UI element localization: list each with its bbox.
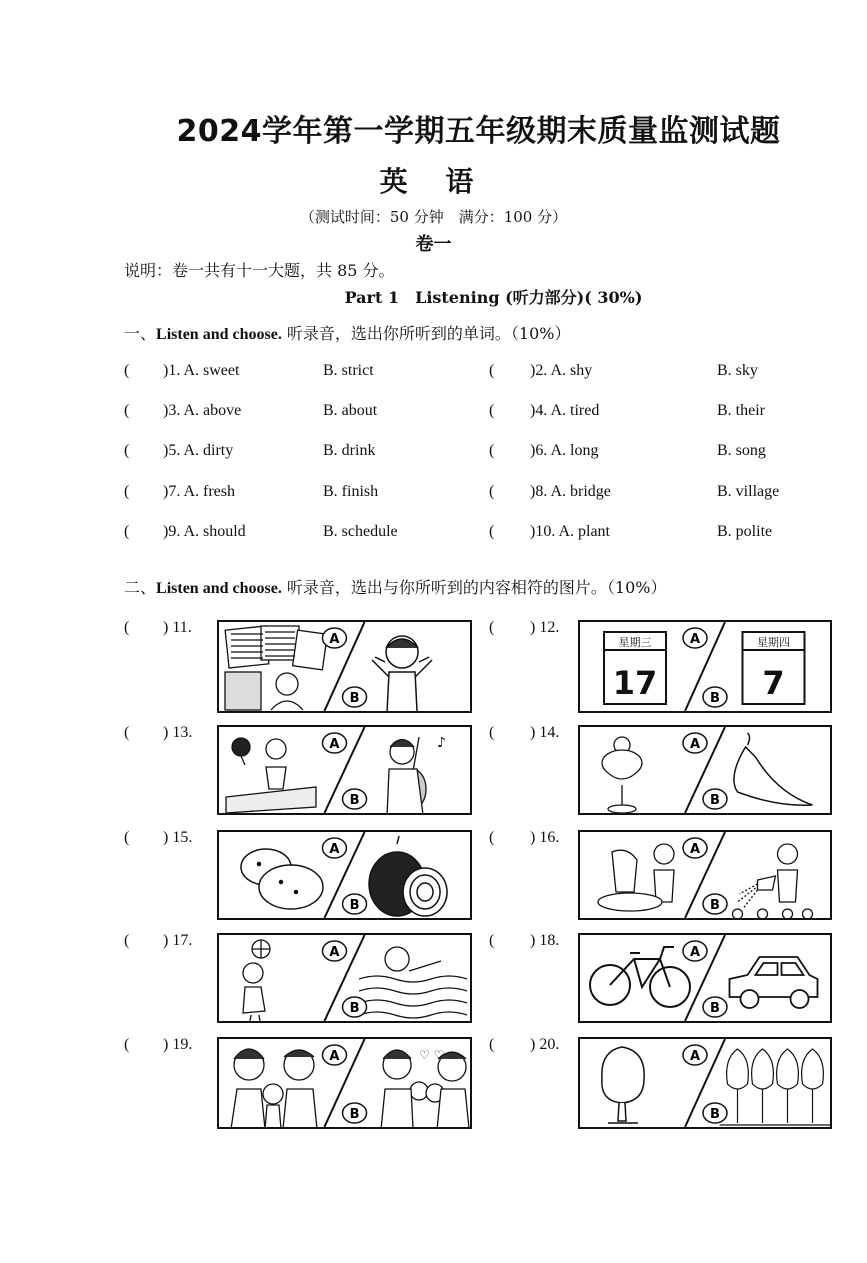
answer-paren-close: ): [530, 932, 536, 949]
question-number: 6.: [535, 442, 548, 459]
svg-text:A: A: [329, 1049, 340, 1064]
answer-paren-close: ): [530, 724, 536, 741]
option-b: B. finish: [323, 483, 379, 500]
section2-num: 二、: [124, 578, 157, 597]
answer-blank[interactable]: [163, 402, 241, 420]
car-icon[interactable]: [730, 957, 818, 1008]
option-b: B. schedule: [323, 523, 398, 540]
calendar-wednesday-icon[interactable]: [604, 632, 666, 704]
part-title: Part 1 Listening (听力部分)( 30%): [344, 288, 643, 307]
answer-blank[interactable]: [163, 442, 233, 460]
section2-title-en: Listen and choose.: [156, 580, 282, 597]
option-a-marker[interactable]: [322, 941, 346, 961]
section2-title-cn: 听录音，选出与你所听到的内容相符的图片。（10%）: [281, 578, 667, 597]
answer-blank[interactable]: [163, 523, 246, 541]
answer-paren-open: (: [124, 932, 130, 949]
option-a: A. dirty: [183, 442, 234, 459]
option-b: B. about: [323, 402, 378, 419]
svg-text:B: B: [349, 793, 360, 808]
chili-pepper-icon[interactable]: [734, 733, 813, 805]
question-number: 3.: [168, 402, 181, 419]
option-a: A. shy: [550, 362, 593, 379]
option-b-marker[interactable]: [703, 789, 727, 809]
washing-clothes-icon[interactable]: [598, 844, 674, 911]
question-number: 11.: [172, 619, 192, 636]
option-b-marker[interactable]: [703, 894, 727, 914]
answer-paren-open: (: [124, 362, 130, 379]
svg-text:B: B: [349, 691, 360, 706]
question-number: 15.: [172, 829, 193, 846]
question-number: 14.: [539, 724, 560, 741]
option-a: A. plant: [558, 523, 610, 540]
exam-title: 2024学年第一学期五年级期末质量监测试题: [176, 114, 781, 149]
answer-blank[interactable]: [530, 523, 610, 541]
onion-icon[interactable]: [369, 836, 447, 916]
svg-text:B: B: [710, 1107, 720, 1122]
svg-text:B: B: [710, 898, 720, 913]
question-number: 17.: [172, 932, 193, 949]
answer-paren-close: ): [163, 362, 169, 379]
answer-paren-open: (: [489, 619, 495, 636]
svg-text:B: B: [710, 1001, 720, 1016]
time-info: （测试时间：50 分钟 满分：100 分）: [299, 208, 568, 226]
forest-icon[interactable]: [720, 1049, 831, 1125]
answer-paren-open: (: [124, 1036, 130, 1053]
answer-paren-close: ): [530, 1036, 536, 1053]
option-b: B. strict: [323, 362, 374, 379]
question-number: 4.: [535, 402, 548, 419]
option-a-marker[interactable]: [683, 1045, 707, 1065]
svg-text:♪: ♪: [437, 735, 446, 751]
option-b: B. sky: [717, 362, 758, 379]
answer-blank[interactable]: [530, 932, 559, 950]
section1-num: 一、: [124, 324, 157, 343]
answer-blank[interactable]: [163, 932, 192, 950]
svg-text:星期三: 星期三: [618, 636, 652, 649]
instruction-note: 说明：卷一共有十一大题，共 85 分。: [124, 261, 395, 280]
picture-question-12: [578, 620, 832, 713]
section2-heading: [124, 575, 666, 598]
answer-paren-close: ): [163, 619, 169, 636]
question-number: 7.: [168, 483, 181, 500]
answer-paren-open: (: [124, 619, 130, 636]
answer-blank[interactable]: [530, 619, 559, 637]
svg-text:B: B: [710, 691, 720, 706]
option-a: A. sweet: [183, 362, 240, 379]
svg-text:A: A: [689, 1049, 701, 1064]
option-a: A. tired: [550, 402, 600, 419]
question-number: 5.: [168, 442, 181, 459]
question-number: 1.: [168, 362, 181, 379]
answer-blank[interactable]: [530, 402, 599, 420]
subject-title: 英 语: [379, 165, 488, 198]
question-number: 10.: [535, 523, 556, 540]
picture-question-20: [578, 1037, 832, 1129]
single-tree-icon[interactable]: [602, 1047, 644, 1123]
answer-paren-open: (: [124, 523, 130, 540]
option-b: B. village: [717, 483, 780, 500]
answer-blank[interactable]: [530, 442, 598, 460]
svg-text:B: B: [349, 898, 360, 913]
answer-paren-open: (: [124, 829, 130, 846]
answer-paren-close: ): [163, 724, 169, 741]
answer-paren-close: ): [163, 1036, 169, 1053]
svg-text:17: 17: [612, 664, 658, 702]
answer-blank[interactable]: [530, 829, 559, 847]
calendar-thursday-icon[interactable]: [743, 632, 805, 704]
svg-text:A: A: [329, 945, 340, 960]
answer-blank[interactable]: [163, 724, 192, 742]
option-a-marker[interactable]: [322, 838, 346, 858]
answer-paren-open: (: [489, 402, 495, 419]
family-of-five-icon[interactable]: [381, 1048, 469, 1127]
svg-text:星期四: 星期四: [757, 636, 790, 649]
answer-paren-open: (: [489, 829, 495, 846]
answer-paren-close: ): [163, 932, 169, 949]
question-number: 9.: [168, 523, 181, 540]
option-b-marker[interactable]: [343, 1103, 367, 1123]
picture-question-11: [217, 620, 472, 713]
option-a-marker[interactable]: [683, 733, 707, 753]
svg-text:A: A: [689, 945, 701, 960]
svg-text:A: A: [689, 632, 701, 647]
section1-title-en: Listen and choose.: [156, 326, 282, 343]
tired-girl-icon[interactable]: [372, 636, 432, 711]
answer-paren-open: (: [489, 1036, 495, 1053]
option-a: A. above: [183, 402, 242, 419]
answer-paren-close: ): [530, 619, 536, 636]
answer-paren-close: ): [530, 442, 536, 459]
question-number: 20.: [539, 1036, 560, 1053]
answer-blank[interactable]: [530, 483, 611, 501]
option-b-marker[interactable]: [343, 687, 367, 707]
picture-question-14: [578, 725, 832, 815]
svg-text:♡ ♡: ♡ ♡: [419, 1048, 445, 1062]
svg-text:A: A: [689, 842, 701, 857]
option-a: A. long: [550, 442, 599, 459]
answer-blank[interactable]: [163, 1036, 192, 1054]
question-number: 13.: [172, 724, 193, 741]
answer-blank[interactable]: [530, 1036, 559, 1054]
question-number: 18.: [539, 932, 560, 949]
answer-paren-close: ): [163, 442, 169, 459]
answer-blank[interactable]: [163, 619, 192, 637]
swimming-icon[interactable]: [359, 947, 467, 1018]
svg-text:A: A: [329, 632, 340, 647]
option-b: B. polite: [717, 523, 773, 540]
answer-paren-open: (: [124, 483, 130, 500]
answer-paren-close: ): [163, 523, 169, 540]
answer-paren-close: ): [530, 402, 536, 419]
answer-blank[interactable]: [163, 483, 235, 501]
option-a-marker[interactable]: [683, 941, 707, 961]
option-a-marker[interactable]: [322, 1045, 346, 1065]
answer-paren-close: ): [163, 402, 169, 419]
answer-blank[interactable]: [530, 362, 592, 380]
picture-question-19: [217, 1037, 472, 1129]
answer-paren-close: ): [530, 483, 536, 500]
answer-paren-open: (: [124, 402, 130, 419]
option-a-marker[interactable]: [683, 628, 707, 648]
question-number: 16.: [539, 829, 560, 846]
answer-paren-open: (: [124, 724, 130, 741]
picture-question-17: [217, 933, 472, 1023]
answer-blank[interactable]: [163, 362, 239, 380]
ice-cream-icon[interactable]: [602, 737, 642, 813]
option-a-marker[interactable]: [322, 733, 346, 753]
option-b-marker[interactable]: [343, 789, 367, 809]
volume-title: 卷一: [415, 234, 452, 255]
answer-paren-close: ): [163, 483, 169, 500]
watering-flowers-icon[interactable]: [733, 844, 813, 918]
question-number: 12.: [539, 619, 560, 636]
svg-text:B: B: [349, 1107, 360, 1122]
option-b-marker[interactable]: [703, 687, 727, 707]
answer-paren-open: (: [489, 483, 495, 500]
svg-text:B: B: [710, 793, 720, 808]
picture-question-13: [217, 725, 472, 815]
option-a-marker[interactable]: [683, 838, 707, 858]
picture-question-16: [578, 830, 832, 920]
option-b-marker[interactable]: [703, 997, 727, 1017]
question-number: 8.: [535, 483, 548, 500]
option-b: B. drink: [323, 442, 376, 459]
answer-paren-open: (: [489, 932, 495, 949]
answer-paren-open: (: [489, 523, 495, 540]
bicycle-icon[interactable]: [590, 947, 690, 1007]
question-number: 19.: [172, 1036, 193, 1053]
option-a: A. bridge: [550, 483, 611, 500]
answer-paren-close: ): [530, 523, 536, 540]
option-b-marker[interactable]: [343, 997, 367, 1017]
picture-question-15: [217, 830, 472, 920]
option-a-marker[interactable]: [322, 628, 346, 648]
students-homework-icon[interactable]: [225, 626, 327, 710]
svg-text:B: B: [349, 1001, 360, 1016]
question-number: 2.: [535, 362, 548, 379]
option-a: A. fresh: [183, 483, 235, 500]
svg-text:7: 7: [762, 664, 785, 702]
answer-blank[interactable]: [530, 724, 559, 742]
answer-paren-open: (: [124, 442, 130, 459]
option-b: B. their: [717, 402, 765, 419]
svg-text:A: A: [329, 737, 340, 752]
potato-icon[interactable]: [241, 849, 323, 909]
option-b-marker[interactable]: [343, 894, 367, 914]
option-a: A. should: [183, 523, 246, 540]
answer-paren-open: (: [489, 724, 495, 741]
ping-pong-girl-icon[interactable]: [226, 738, 316, 813]
answer-blank[interactable]: [163, 829, 192, 847]
svg-text:A: A: [689, 737, 701, 752]
option-b: B. song: [717, 442, 766, 459]
section1-title-cn: 听录音，选出你所听到的单词。（10%）: [281, 324, 571, 343]
section1-heading: [124, 321, 570, 344]
answer-paren-open: (: [489, 442, 495, 459]
answer-paren-open: (: [489, 362, 495, 379]
answer-paren-close: ): [530, 362, 536, 379]
option-b-marker[interactable]: [703, 1103, 727, 1123]
answer-paren-close: ): [163, 829, 169, 846]
svg-text:A: A: [329, 842, 340, 857]
basketball-icon[interactable]: [243, 940, 270, 1021]
family-of-four-icon[interactable]: [231, 1049, 317, 1127]
pipa-girl-icon[interactable]: [387, 735, 446, 813]
answer-paren-close: ): [530, 829, 536, 846]
picture-question-18: [578, 933, 832, 1023]
